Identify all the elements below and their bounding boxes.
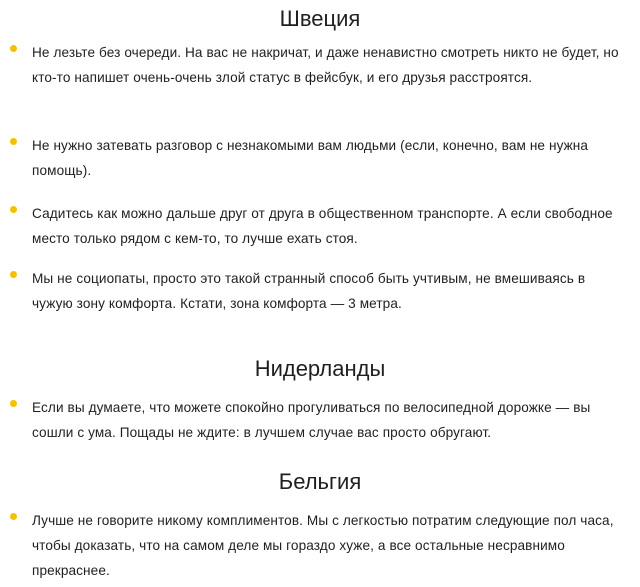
section-title-netherlands: Нидерланды bbox=[254, 356, 386, 381]
list-item bbox=[10, 508, 625, 583]
item-text: Садитесь как можно дальше друг от друга в общественном транспорте. А если свободное место только рядом с кем-то, то лучше ехать стоя. bbox=[32, 206, 613, 246]
list-item bbox=[10, 201, 625, 251]
list-item bbox=[10, 133, 625, 183]
section-title-sweden: Швеция bbox=[279, 6, 361, 31]
bullet-icon bbox=[10, 138, 17, 145]
bullet-icon bbox=[10, 45, 17, 52]
bullet-icon bbox=[10, 271, 17, 278]
list-item bbox=[10, 395, 625, 445]
list-item bbox=[10, 40, 625, 90]
bullet-icon bbox=[10, 400, 17, 407]
list-item bbox=[10, 266, 625, 316]
bullet-icon bbox=[10, 206, 17, 213]
section-title-belgium: Бельгия bbox=[278, 469, 362, 494]
item-text: Лучше не говорите никому комплиментов. Мы с легкостью потратим следующие пол часа, чтобы доказать, что на самом деле мы гораздо хуже, а все остальные несравнимо прекраснее. bbox=[32, 513, 614, 578]
item-text: Если вы думаете, что можете спокойно прогуливаться по велосипедной дорожке — вы сошли с ума. Пощады не ждите: в лучшем случае вас просто обругают. bbox=[32, 400, 591, 440]
bullet-icon bbox=[10, 513, 17, 520]
item-text: Не лезьте без очереди. На вас не накричат, и даже ненавистно смотреть никто не будет, но кто-то напишет очень-очень злой статус в фейсбук, и его друзья расстроятся. bbox=[32, 45, 619, 85]
item-text: Не нужно затевать разговор с незнакомыми вам людьми (если, конечно, вам не нужна помощь). bbox=[32, 138, 589, 178]
item-text: Мы не социопаты, просто это такой странный способ быть учтивым, не вмешиваясь в чужую зону комфорта. Кстати, зона комфорта — 3 метра. bbox=[32, 271, 586, 311]
